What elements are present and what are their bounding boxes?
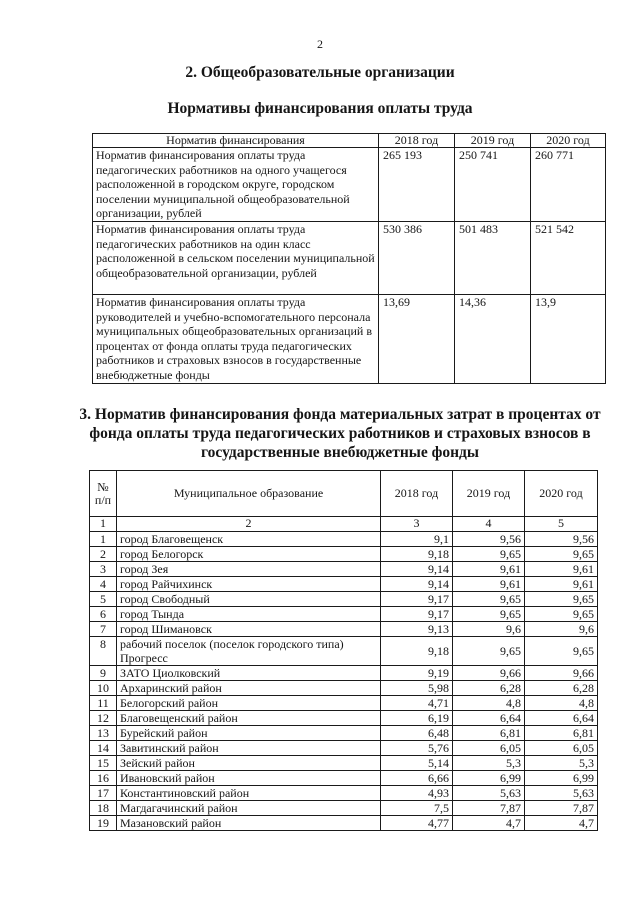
municipality-name: Благовещенский район — [117, 711, 381, 726]
table-row — [90, 637, 598, 666]
value-2019: 6,28 — [453, 681, 525, 696]
value-2020: 4,8 — [525, 696, 598, 711]
value-2019: 5,63 — [453, 786, 525, 801]
table-row — [90, 801, 598, 816]
section3-heading: 3. Норматив финансирования фонда материальных затрат в процентах от фонда оплаты труда педагогических работников и страховых взносов в государственные внебюджетные фонды — [79, 406, 601, 461]
value-2018: 9,13 — [381, 622, 453, 637]
table-row — [90, 622, 598, 637]
value-2018: 6,19 — [381, 711, 453, 726]
value-2019: 9,61 — [453, 577, 525, 592]
value-2020: 6,28 — [525, 681, 598, 696]
value-2018: 4,71 — [381, 696, 453, 711]
column-index-row — [90, 517, 598, 532]
table-row — [90, 786, 598, 801]
table-row — [90, 711, 598, 726]
value-2018: 9,14 — [381, 577, 453, 592]
value-2020: 7,87 — [525, 801, 598, 816]
value-2018: 6,66 — [381, 771, 453, 786]
value-2018: 6,48 — [381, 726, 453, 741]
value-2018: 9,1 — [381, 532, 453, 547]
table-row — [90, 681, 598, 696]
value-2019: 9,6 — [453, 622, 525, 637]
page-number: 2 — [317, 37, 323, 51]
table-row — [90, 741, 598, 756]
value-2020: 260 771 — [531, 148, 606, 222]
value-2018: 5,14 — [381, 756, 453, 771]
value-2020: 5,63 — [525, 786, 598, 801]
value-2019: 250 741 — [455, 148, 531, 222]
material-costs-table — [89, 470, 598, 831]
value-2019: 6,64 — [453, 711, 525, 726]
value-2019: 501 483 — [455, 221, 531, 294]
value-2020: 6,81 — [525, 726, 598, 741]
section2-subheading: Нормативы финансирования оплаты труда — [167, 100, 473, 117]
value-2020: 9,56 — [525, 532, 598, 547]
municipality-name: Магдагачинский район — [117, 801, 381, 816]
value-2018: 9,14 — [381, 562, 453, 577]
value-2019: 6,99 — [453, 771, 525, 786]
value-2019: 14,36 — [455, 294, 531, 383]
table-row — [90, 577, 598, 592]
table-row — [90, 666, 598, 681]
row-number: 2 — [90, 547, 117, 562]
row-number: 16 — [90, 771, 117, 786]
column-index: 5 — [525, 517, 598, 532]
value-2018: 9,17 — [381, 607, 453, 622]
table-row — [90, 532, 598, 547]
value-2018: 5,98 — [381, 681, 453, 696]
header-municipality: Муниципальное образование — [117, 471, 381, 517]
row-number: 7 — [90, 622, 117, 637]
table-row — [90, 592, 598, 607]
header-2019: 2019 год — [453, 471, 525, 517]
table-row — [90, 771, 598, 786]
table-row — [90, 696, 598, 711]
value-2019: 9,56 — [453, 532, 525, 547]
municipality-name: Ивановский район — [117, 771, 381, 786]
value-2020: 9,6 — [525, 622, 598, 637]
header-2019: 2019 год — [455, 134, 531, 148]
norm-label: Норматив финансирования оплаты труда педагогических работников на один класс расположенной в сельском поселении муниципальной общеобразовательной организации, рублей — [93, 221, 379, 294]
value-2018: 530 386 — [379, 221, 455, 294]
municipality-name: Константиновский район — [117, 786, 381, 801]
table-row — [93, 148, 606, 222]
value-2019: 9,66 — [453, 666, 525, 681]
value-2020: 9,65 — [525, 592, 598, 607]
row-number: 1 — [90, 532, 117, 547]
value-2018: 5,76 — [381, 741, 453, 756]
value-2018: 9,18 — [381, 547, 453, 562]
value-2020: 521 542 — [531, 221, 606, 294]
table-header-row — [90, 471, 598, 517]
value-2019: 9,65 — [453, 637, 525, 666]
municipality-name: город Райчихинск — [117, 577, 381, 592]
municipality-name: Белогорский район — [117, 696, 381, 711]
municipality-name: Зейский район — [117, 756, 381, 771]
table-row — [90, 562, 598, 577]
row-number: 13 — [90, 726, 117, 741]
municipality-name: город Свободный — [117, 592, 381, 607]
value-2019: 6,81 — [453, 726, 525, 741]
value-2018: 9,17 — [381, 592, 453, 607]
table-row — [90, 607, 598, 622]
value-2018: 9,19 — [381, 666, 453, 681]
row-number: 4 — [90, 577, 117, 592]
row-number: 14 — [90, 741, 117, 756]
municipality-name: Завитинский район — [117, 741, 381, 756]
value-2018: 9,18 — [381, 637, 453, 666]
header-2018: 2018 год — [381, 471, 453, 517]
header-2020: 2020 год — [525, 471, 598, 517]
table-header-row — [93, 134, 606, 148]
header-number: № п/п — [90, 471, 117, 517]
municipality-name: ЗАТО Циолковский — [117, 666, 381, 681]
row-number: 3 — [90, 562, 117, 577]
value-2019: 9,65 — [453, 547, 525, 562]
value-2018: 4,77 — [381, 816, 453, 831]
header-2020: 2020 год — [531, 134, 606, 148]
value-2019: 6,05 — [453, 741, 525, 756]
municipality-name: Мазановский район — [117, 816, 381, 831]
value-2020: 9,61 — [525, 577, 598, 592]
table-row — [93, 294, 606, 383]
column-index: 1 — [90, 517, 117, 532]
value-2018: 13,69 — [379, 294, 455, 383]
row-number: 6 — [90, 607, 117, 622]
table-row — [90, 816, 598, 831]
wage-norms-table — [92, 133, 606, 384]
value-2020: 4,7 — [525, 816, 598, 831]
table-row — [93, 221, 606, 294]
value-2018: 7,5 — [381, 801, 453, 816]
value-2020: 9,61 — [525, 562, 598, 577]
table-row — [90, 726, 598, 741]
municipality-name: город Шимановск — [117, 622, 381, 637]
value-2020: 9,65 — [525, 547, 598, 562]
value-2020: 9,65 — [525, 607, 598, 622]
row-number: 10 — [90, 681, 117, 696]
value-2019: 4,8 — [453, 696, 525, 711]
value-2019: 7,87 — [453, 801, 525, 816]
value-2020: 6,64 — [525, 711, 598, 726]
value-2020: 9,65 — [525, 637, 598, 666]
row-number: 12 — [90, 711, 117, 726]
value-2019: 9,61 — [453, 562, 525, 577]
municipality-name: Бурейский район — [117, 726, 381, 741]
municipality-name: рабочий поселок (поселок городского типа) Прогресс — [117, 637, 381, 666]
table-row — [90, 547, 598, 562]
value-2020: 13,9 — [531, 294, 606, 383]
value-2018: 4,93 — [381, 786, 453, 801]
column-index: 2 — [117, 517, 381, 532]
municipality-name: город Тында — [117, 607, 381, 622]
municipality-name: Архаринский район — [117, 681, 381, 696]
municipality-name: город Благовещенск — [117, 532, 381, 547]
value-2020: 6,05 — [525, 741, 598, 756]
header-norm: Норматив финансирования — [93, 134, 379, 148]
norm-label: Норматив финансирования оплаты труда педагогических работников на одного учащегося расположенной в городском округе, городском поселении муниципальной общеобразовательной организации, рублей — [93, 148, 379, 222]
value-2019: 4,7 — [453, 816, 525, 831]
value-2020: 9,66 — [525, 666, 598, 681]
row-number: 9 — [90, 666, 117, 681]
column-index: 3 — [381, 517, 453, 532]
norm-label: Норматив финансирования оплаты труда руководителей и учебно-вспомогательного персонала муниципальных общеобразовательных организаций в процентах от фонда оплаты труда педагогических работников и страховых взносов в государственные внебюджетные фонды — [93, 294, 379, 383]
row-number: 8 — [90, 637, 117, 666]
value-2020: 5,3 — [525, 756, 598, 771]
row-number: 19 — [90, 816, 117, 831]
municipality-name: город Белогорск — [117, 547, 381, 562]
row-number: 5 — [90, 592, 117, 607]
value-2018: 265 193 — [379, 148, 455, 222]
table-row — [90, 756, 598, 771]
row-number: 11 — [90, 696, 117, 711]
municipality-name: город Зея — [117, 562, 381, 577]
value-2019: 9,65 — [453, 607, 525, 622]
section2-heading: 2. Общеобразовательные организации — [185, 64, 455, 81]
row-number: 18 — [90, 801, 117, 816]
value-2019: 9,65 — [453, 592, 525, 607]
column-index: 4 — [453, 517, 525, 532]
row-number: 17 — [90, 786, 117, 801]
header-2018: 2018 год — [379, 134, 455, 148]
row-number: 15 — [90, 756, 117, 771]
value-2019: 5,3 — [453, 756, 525, 771]
value-2020: 6,99 — [525, 771, 598, 786]
